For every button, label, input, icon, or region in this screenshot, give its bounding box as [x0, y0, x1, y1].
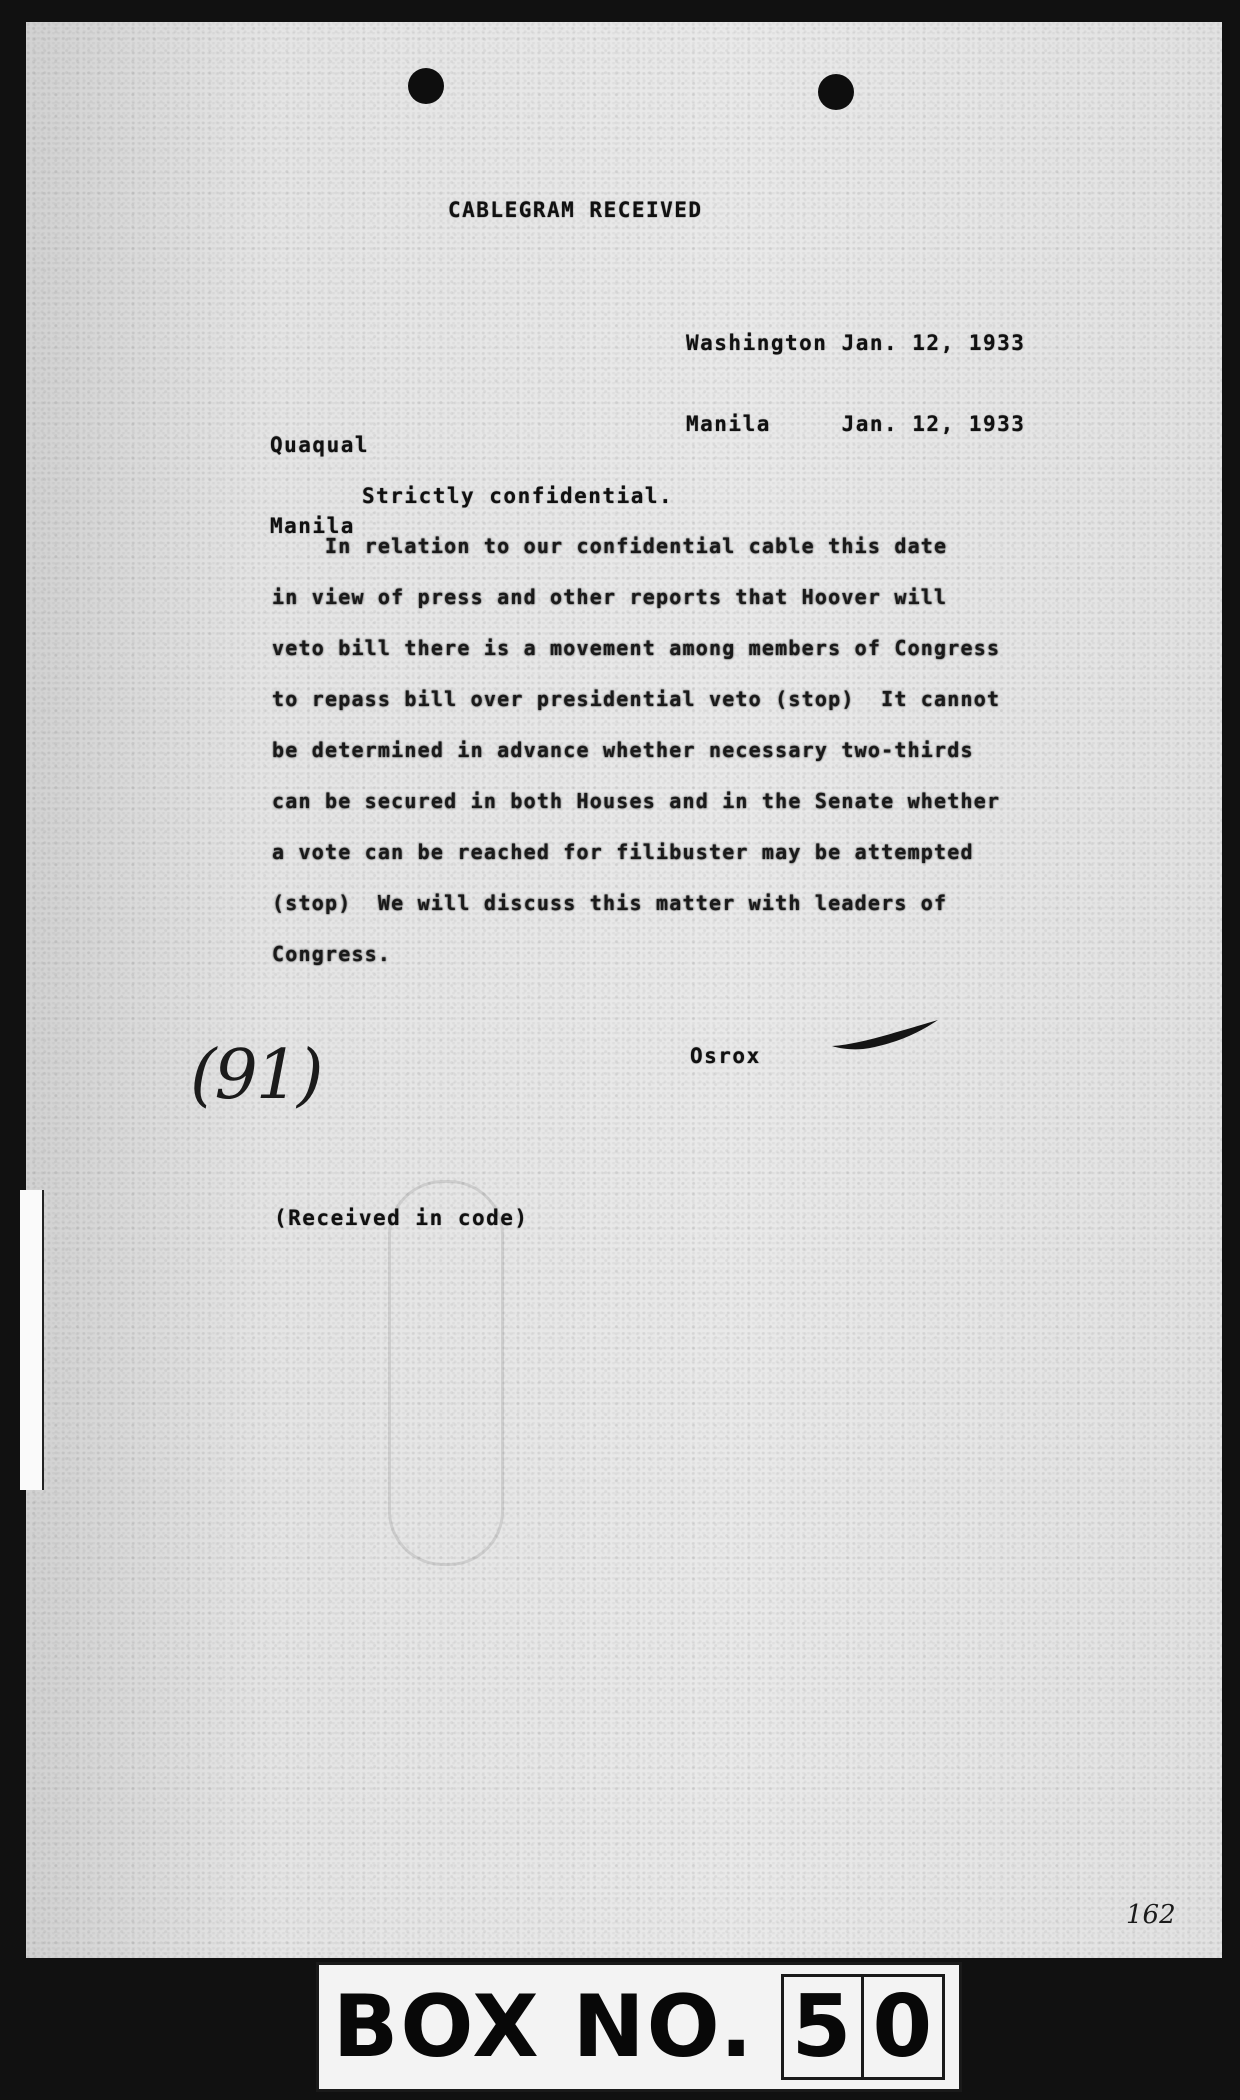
punch-hole-left [408, 68, 444, 104]
body-line: to repass bill over presidential veto (stop) It cannot [272, 687, 1001, 711]
pen-stroke-mark [830, 1016, 950, 1066]
box-label-prefix: BOX NO. [332, 1977, 755, 2077]
addressee [270, 378, 369, 594]
addressee-city: Manila [270, 514, 355, 538]
box-label [316, 1962, 962, 2092]
punch-hole-right [818, 74, 854, 110]
box-digit: 0 [861, 1977, 942, 2077]
faded-stamp [388, 1180, 504, 1566]
salutation: Strictly confidential. [362, 484, 674, 508]
body-line: Congress. [272, 942, 392, 966]
body-line: a vote can be reached for filibuster may be attempted [272, 840, 974, 864]
body-line: in view of press and other reports that Hoover will [272, 585, 948, 609]
dateline-manila: Manila Jan. 12, 1933 [686, 412, 1026, 436]
handwritten-page-number: 162 [1126, 1900, 1176, 1930]
box-digit: 5 [791, 1977, 854, 2077]
body-line: (stop) We will discuss this matter with leaders of [272, 891, 948, 915]
body-line: veto bill there is a movement among members of Congress [272, 636, 1001, 660]
body-line: In relation to our confidential cable this date [272, 534, 948, 558]
body-line: can be secured in both Houses and in the Senate whether [272, 789, 1001, 813]
paper-edge-tab [20, 1190, 44, 1490]
body-line: be determined in advance whether necessary two-thirds [272, 738, 974, 762]
box-number [781, 1974, 946, 2080]
document-title: CABLEGRAM RECEIVED [448, 198, 703, 222]
received-note: (Received in code) [274, 1206, 529, 1230]
dateline [686, 276, 1025, 492]
paper-sheet [26, 22, 1222, 1958]
handwritten-file-number: (91) [190, 1036, 322, 1115]
signature: Osrox [690, 1044, 761, 1068]
addressee-name: Quaqual [270, 433, 370, 457]
dateline-washington: Washington Jan. 12, 1933 [686, 331, 1026, 355]
